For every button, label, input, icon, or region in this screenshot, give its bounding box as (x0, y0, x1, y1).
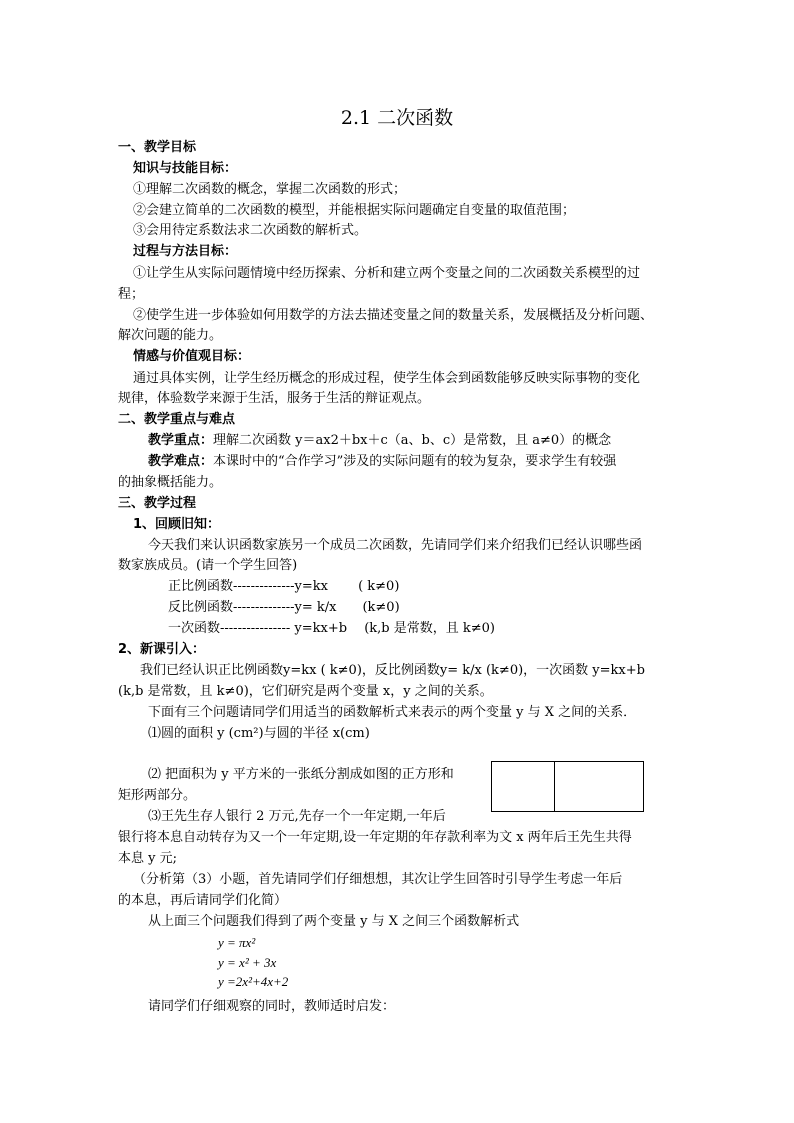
equation-3: y =2x²+4x+2 (218, 974, 289, 989)
text-line: 矩形两部分。 (118, 788, 197, 803)
subheading-process: 过程与方法目标： (133, 244, 238, 259)
section-heading-objectives: 一、教学目标 (118, 140, 197, 155)
text-line: 程； (118, 287, 145, 302)
equation-1: y = πx² (218, 935, 256, 950)
text-line: 从上面三个问题我们得到了两个变量 y 与 X 之间三个函数解析式 (148, 914, 520, 929)
key-point-text: 理解二次函数 y＝ax2＋bx＋c（a、b、c）是常数，且 a≠0）的概念 (213, 433, 612, 448)
section-heading-key-points: 二、教学重点与难点 (118, 412, 236, 427)
page-title: 2.1 二次函数 (340, 107, 454, 129)
text-line: ②使学生进一步体验如何用数学的方法去描述变量之间的数量关系，发展概括及分析问题、 (133, 308, 654, 323)
difficulty-label: 教学难点： (148, 454, 214, 469)
text-line: (k,b 是常数，且 k≠0)，它们研究是两个变量 x，y 之间的关系。 (118, 684, 493, 699)
text-line: 本息 y 元; (118, 851, 177, 866)
text-line: 我们已经认识正比例函数y=kx ( k≠0)，反比例函数y= k/x (k≠0)，一次函数 y=kx+b (140, 663, 645, 678)
question-2: ⑵ 把面积为 y 平方米的一张纸分割成如图的正方形和 (148, 767, 454, 782)
text-line: 今天我们来认识函数家族另一个成员二次函数，先请同学们来介绍我们已经认识哪些函 (148, 538, 643, 553)
split-rectangle-figure (491, 761, 644, 812)
section-heading-process: 三、教学过程 (118, 496, 197, 511)
difficulty-line (148, 453, 616, 471)
text-line: 下面有三个问题请同学们用适当的函数解析式来表示的两个变量 y 与 X 之间的关系． (148, 705, 637, 720)
text-line: ①理解二次函数的概念，掌握二次函数的形式； (133, 182, 407, 197)
text-line: ②会建立简单的二次函数的模型，并能根据实际问题确定自变量的取值范围； (133, 203, 576, 218)
text-line: 解次问题的能力。 (118, 328, 223, 343)
subheading-knowledge: 知识与技能目标： (133, 161, 238, 176)
text-line: 规律，体验数学来源于生活，服务于生活的辩证观点。 (118, 391, 431, 406)
difficulty-text: 本课时中的“合作学习”涉及的实际问题有的较为复杂，要求学生有较强 (213, 454, 617, 469)
function-line: 反比例函数--------------y= k/x (k≠0) (168, 600, 400, 615)
text-line: 请同学们仔细观察的同时，教师适时启发： (148, 999, 396, 1014)
key-point-line (148, 432, 611, 450)
subheading-emotion: 情感与价值观目标： (133, 349, 251, 364)
text-line: ①让学生从实际问题情境中经历探索、分析和建立两个变量之间的二次函数关系模型的过 (133, 266, 641, 281)
question-1: ⑴圆的面积 y (cm²)与圆的半径 x(cm) (148, 726, 370, 741)
key-point-label: 教学重点： (148, 433, 214, 448)
text-line: 银行将本息自动转存为又一个一年定期,设一年定期的年存款利率为文 x 两年后王先生共得 (118, 830, 632, 845)
text-line: ③会用待定系数法求二次函数的解析式。 (133, 223, 368, 238)
function-line: 正比例函数--------------y=kx ( k≠0) (168, 579, 400, 594)
text-line: 数家族成员。(请一个学生回答) (118, 558, 298, 573)
text-line: 通过具体实例，让学生经历概念的形成过程，使学生体会到函数能够反映实际事物的变化 (133, 371, 641, 386)
equation-2: y = x² + 3x (218, 955, 277, 970)
function-line: 一次函数---------------- y=kx+b (k,b 是常数，且 k≠0) (168, 621, 495, 636)
text-line: （分析第（3）小题，首先请同学们仔细想想，其次让学生回答时引导学生考虑一年后 (133, 872, 623, 887)
question-3: ⑶王先生存人银行 2 万元,先存一个一年定期,一年后 (148, 809, 446, 824)
text-line: 的抽象概括能力。 (118, 475, 223, 490)
subheading-new-lesson: 2、新课引入： (118, 642, 206, 657)
rectangle-divider (554, 762, 555, 811)
subheading-review: 1、回顾旧知： (133, 517, 221, 532)
text-line: 的本息，再后请同学们化简） (118, 893, 288, 908)
